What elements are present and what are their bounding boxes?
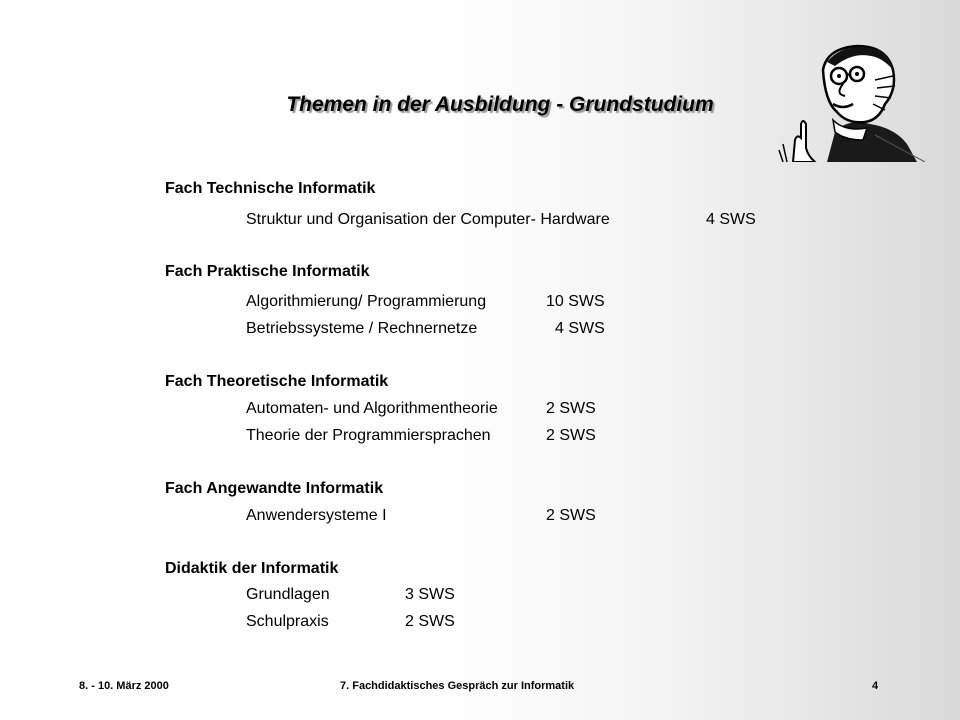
topic-name: Schulpraxis: [246, 613, 329, 630]
page-number: 4: [872, 680, 879, 692]
footer-event: 7. Fachdidaktisches Gespräch zur Informatik: [340, 680, 575, 692]
topic-sws: 10 SWS: [546, 293, 605, 310]
topic-sws: 2 SWS: [546, 507, 596, 524]
section-heading: Fach Praktische Informatik: [165, 263, 370, 280]
topic-name: Anwendersysteme I: [246, 507, 387, 524]
topic-item: [246, 320, 605, 338]
topic-sws: 4 SWS: [706, 211, 756, 228]
professor-caricature-icon: [775, 40, 930, 162]
topic-item: [246, 400, 596, 418]
topic-name: Automaten- und Algorithmentheorie: [246, 400, 498, 417]
section-heading: Fach Technische Informatik: [165, 180, 376, 197]
section-heading: Fach Angewandte Informatik: [165, 480, 384, 497]
topic-name: Betriebssysteme / Rechnernetze: [246, 320, 478, 337]
topic-sws: 2 SWS: [405, 613, 455, 630]
section-heading: Didaktik der Informatik: [165, 560, 339, 577]
section-heading: Fach Theoretische Informatik: [165, 373, 389, 390]
slide-title: Themen in der Ausbildung - Grundstudium: [286, 93, 714, 116]
topic-item: [246, 293, 605, 311]
topic-sws: 2 SWS: [546, 400, 596, 417]
topic-sws: 3 SWS: [405, 586, 455, 603]
topic-name: Struktur und Organisation der Computer- Hardware: [246, 211, 610, 228]
topic-name: Theorie der Programmiersprachen: [246, 427, 491, 444]
topic-sws: 4 SWS: [555, 320, 605, 337]
topic-sws: 2 SWS: [546, 427, 596, 444]
topic-item: [246, 586, 455, 604]
topic-item: [246, 211, 756, 229]
topic-item: [246, 427, 596, 445]
topic-item: [246, 507, 596, 525]
topic-name: Algorithmierung/ Programmierung: [246, 293, 487, 310]
topic-item: [246, 613, 455, 631]
topic-name: Grundlagen: [246, 586, 330, 603]
footer-date: 8. - 10. März 2000: [79, 680, 169, 692]
